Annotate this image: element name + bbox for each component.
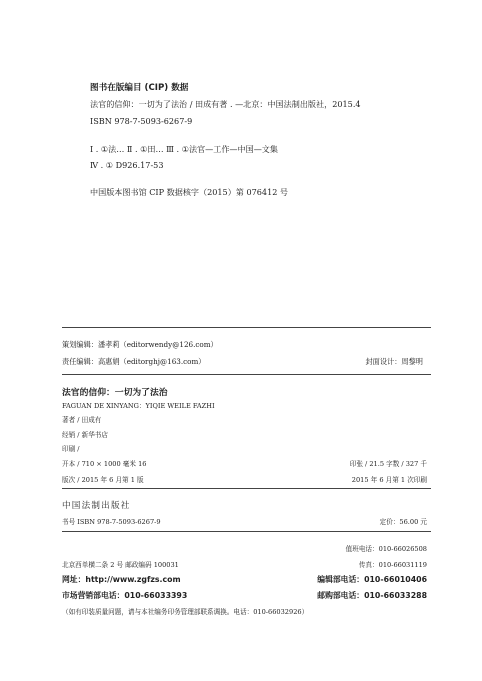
divider-credits (62, 374, 431, 375)
divider-contacts (62, 531, 431, 532)
responsible-editor: 责任编辑：高惠娟（editorghj@163.com） (62, 357, 206, 366)
cip-bibliographic-line: 法官的信仰：一切为了法治 / 田成有著 . —北京：中国法制出版社，2015.4 (90, 99, 361, 109)
book-printing: 2015 年 6 月第 1 次印刷 (351, 476, 427, 484)
book-edition: 版次 / 2015 年 6 月第 1 版 (62, 476, 144, 484)
cip-classification-line-1: Ⅰ . ①法… Ⅱ . ①田… Ⅲ . ①法官—工作—中国—文集 (90, 144, 278, 154)
book-distributor: 经销 / 新华书店 (62, 431, 108, 439)
book-format: 开本 / 710 × 1000 毫米 16 (62, 460, 147, 468)
publisher-fax: 传真：010-66031119 (358, 561, 427, 569)
quality-notice: （如有印装质量问题，请与本社编务印务管理部联系调换。电话：010-66032926） (62, 608, 309, 616)
publisher-website: 网址：http://www.zgfzs.com (62, 575, 181, 584)
editorial-phone: 编辑部电话：010-66010406 (317, 575, 427, 584)
cip-isbn: ISBN 978-7-5093-6267-9 (90, 116, 193, 126)
cip-record-number: 中国版本图书馆 CIP 数据核字（2015）第 076412 号 (90, 187, 289, 197)
book-price: 定价：56.00 元 (379, 518, 427, 526)
book-title-pinyin: FAGUAN DE XINYANG：YIQIE WEILE FAZHI (62, 402, 215, 410)
book-author: 著者 / 田成有 (62, 416, 102, 424)
book-sheets-wordcount: 印张 / 21.5 字数 / 327 千 (349, 460, 427, 468)
divider-publisher (62, 488, 431, 489)
cip-classification-line-2: Ⅳ . ① D926.17-53 (90, 160, 164, 170)
book-title: 法官的信仰：一切为了法治 (62, 388, 168, 398)
marketing-phone: 市场营销部电话：010-66033393 (62, 591, 188, 600)
book-printer: 印刷 / (62, 445, 80, 453)
planning-editor: 策划编辑：潘孝莉（editorwendy@126.com） (62, 340, 218, 349)
publisher-isbn: 书号 ISBN 978-7-5093-6267-9 (62, 518, 161, 526)
cip-title: 图书在版编目 (CIP) 数据 (90, 83, 189, 93)
divider-top (62, 327, 431, 328)
pr-phone: 值班电话：010-66026508 (345, 545, 427, 553)
mail-order-phone: 邮购部电话：010-66033288 (317, 591, 427, 600)
publisher-name: 中国法制出版社 (62, 501, 131, 511)
cover-design: 封面设计：周黎明 (365, 357, 423, 366)
publisher-address: 北京西单横二条 2 号 邮政编码 100031 (62, 561, 179, 569)
